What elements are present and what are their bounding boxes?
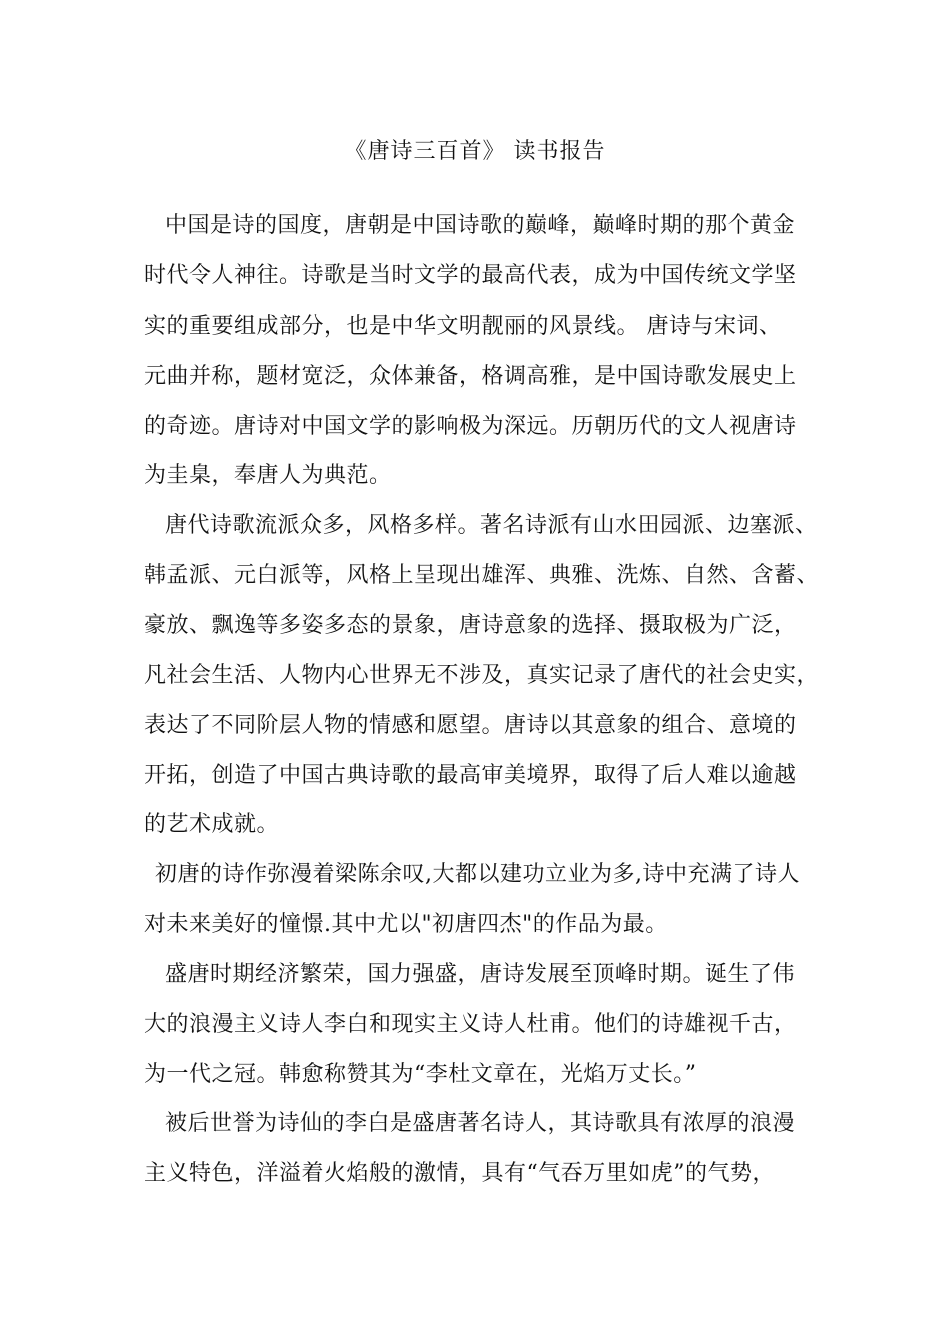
paragraph-3-line-1: 初唐的诗作弥漫着梁陈余叹,大都以建功立业为多,诗中充满了诗人 [155,862,800,887]
paragraph-2-line-5: 表达了不同阶层人物的情感和愿望。唐诗以其意象的组合、意境的 [144,713,797,738]
paragraph-1-line-6: 为圭臬，奉唐人为典范。 [144,463,392,488]
paragraph-1-line-4: 元曲并称，题材宽泛，众体兼备，格调高雅，是中国诗歌发展史上 [144,364,797,389]
paragraph-2-line-6: 开拓，创造了中国古典诗歌的最高审美境界，取得了后人难以逾越 [144,763,797,788]
paragraph-3-line-2: 对未来美好的憧憬.其中尤以"初唐四杰"的作品为最。 [144,912,668,937]
paragraph-4-line-3: 为一代之冠。韩愈称赞其为“李杜文章在，光焰万丈长。” [144,1062,697,1087]
paragraph-4-line-2: 大的浪漫主义诗人李白和现实主义诗人杜甫。他们的诗雄视千古， [144,1012,797,1037]
paragraph-1-line-1: 中国是诗的国度，唐朝是中国诗歌的巅峰，巅峰时期的那个黄金 [165,213,796,238]
paragraph-2-line-1: 唐代诗歌流派众多，风格多样。著名诗派有山水田园派、边塞派、 [165,513,818,538]
paragraph-2-line-4: 凡社会生活、人物内心世界无不涉及，真实记录了唐代的社会史实， [144,663,820,688]
paragraph-1-line-5: 的奇迹。唐诗对中国文学的影响极为深远。历朝历代的文人视唐诗 [144,414,797,439]
paragraph-2-line-3: 豪放、飘逸等多姿多态的景象，唐诗意象的选择、摄取极为广泛， [144,613,797,638]
paragraph-1-line-3: 实的重要组成部分，也是中华文明靓丽的风景线。 唐诗与宋词、 [144,314,782,339]
paragraph-4-line-1: 盛唐时期经济繁荣，国力强盛，唐诗发展至顶峰时期。诞生了伟 [165,962,796,987]
paragraph-5-line-1: 被后世誉为诗仙的李白是盛唐著名诗人，其诗歌具有浓厚的浪漫 [165,1111,796,1136]
paragraph-1-line-2: 时代令人神往。诗歌是当时文学的最高代表，成为中国传统文学坚 [144,263,797,288]
paragraph-2-line-7: 的艺术成就。 [144,812,280,837]
paragraph-5-line-2: 主义特色，洋溢着火焰般的激情，具有“气吞万里如虎”的气势， [144,1161,775,1186]
document-title: 《唐诗三百首》 读书报告 [344,139,606,164]
paragraph-2-line-2: 韩孟派、元白派等，风格上呈现出雄浑、典雅、洗炼、自然、含蓄、 [144,563,820,588]
